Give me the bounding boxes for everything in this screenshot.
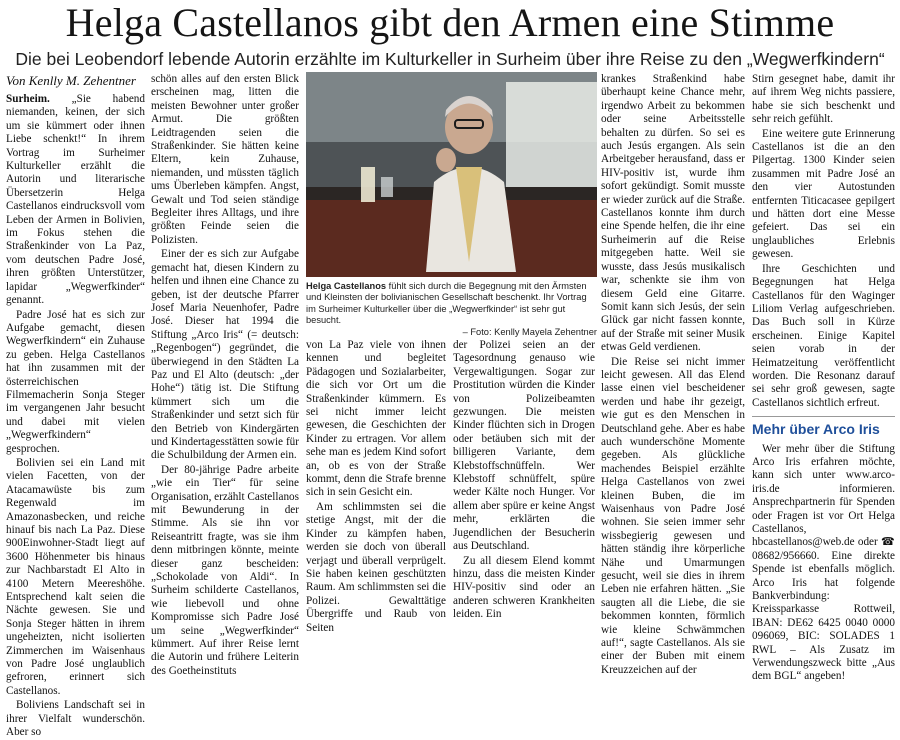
headline: Helga Castellanos gibt den Armen eine Stimme	[65, 0, 835, 45]
photo-illustration	[306, 72, 597, 277]
caption-text	[306, 281, 597, 327]
paragraph: krankes Straßenkind habe überhaupt keine Chance mehr, irgendwo Arbeit zu bekommen oder seine Arbeitsstelle behalten zu dürfen. So sei es auch Jesús ergangen. Als sein Arbeitgeber herausfand, dass er HIV-positiv ist, wurde ihm sofort gekündigt. Somit musste er wieder zurück auf die Straße. Castellanos konnte ihm durch eine Spende helfen, die ihr eine Surheimerin auf die Reise mitgegeben hatte. Weil sie wusste, dass Jesús musikalisch war, schenkte sie ihm von diesem Geld eine Gitarre. Somit kann sich Jesús, der sein Glück gar nicht fassen konnte, auf der Straße mit seiner Musik etwas Geld verdienen.	[601, 73, 745, 354]
paragraph: der Polizei seien an der Tagesordnung genauso wie Vergewaltigungen. Sogar zur Prostitution würden die Kinder von Polizeibeamten gezwungen. Die meisten Kinder flüchten sich in Drogen oder betäuben sich mit der billigeren Variante, dem Klebstoffschnüffeln. Wer Klebstoff schnüffelt, spüre weder Kälte noch Hunger. Vor allem aber spüre er keine Angst mehr, erklärten die Jugendlichen der Besucherin aus Deutschland.	[453, 339, 595, 553]
paragraph: Ihre Geschichten und Begegnungen hat Helga Castellanos für den Waginger Liliom Verlag aufgeschrieben. Das Buch soll in Kürze erscheinen. Einige Kapitel seien vorab in der Heimatzeitung veröffentlicht worden. Die Resonanz darauf sei sehr groß gewesen, sagte Castellanos sichtlich erfreut.	[752, 262, 895, 409]
paragraph: Am schlimmsten sei die stetige Angst, mit der die Kinder zu kämpfen haben, werden sie doch von überall verjagt und überall verprügelt. Sie haben keinen geschützten Raum. Am schlimmsten sei die Polizei. Gewalttätige Übergriffe und Raub von Seiten	[306, 500, 446, 634]
paragraph: Der 80-jährige Padre arbeite „wie ein Tier“ für seine Organisation, erzählt Castellanos mit Bewunderung in der Stimme. Als sie ihn vor Reiseantritt fragte, was sie ihm denn mitbringen könnte, meinte dieser ganz bescheiden: „Schokolade von Aldi“. In Surheim schilderte Castellanos, wie liebevoll und ohne Kompromisse sich Padre José um seine „Wegwerfkinder“ kümmert. Auf ihrer Reise lernt die Autorin und frühere Leiterin des Goetheinstituts	[151, 463, 299, 677]
caption-name: Helga Castellanos	[306, 281, 387, 291]
dateline: Surheim.	[6, 93, 50, 105]
article-column-3	[306, 339, 446, 634]
article-column-1	[6, 93, 145, 739]
paragraph: Boliviens Landschaft sei in ihrer Vielfalt wunderschön. Aber so	[6, 699, 145, 739]
caption-body: fühlt sich durch die Begegnung mit den Ärmsten und Kleinsten der bolivianischen Gesellschaft beschenkt. Ihr Vortrag im Surheimer Kulturkeller über die „Wegwerfkinder“ ist sehr gut besucht.	[306, 281, 587, 326]
paragraph: Padre José hat es sich zur Aufgabe gemacht, diesen Wegwerfkindern“ ein Zuhause zu geben. Helga Castellanos hat ihn zusammen mit der österreichischen Filmemacherin Sonja Steger im vergangenen Jahr besucht und dabei mit vielen „Wegwerfkindern“ gesprochen.	[6, 308, 145, 455]
paragraph: Die Reise sei nicht immer leicht gewesen. All das Elend lasse einen viel bescheidener werden und habe ihr gezeigt, wie gut es den Menschen in Deutschland gehe. Aber es habe auch wunderschöne Momente gegeben. Als glückliche machendes Beispiel erzählte Helga Castellanos von zwei kleinen Buben, die im Waisenhaus von Padre José wohnen. Sie seien immer sehr wissbegierig gewesen und hätten ständig ihre körperliche Nähe und Umarmungen gesucht, weil sie dies in ihrem Leben nie erfahren hätten. „Sie saugten all die Liebe, die sie bekommen konnten, förmlich wie kleine Schwämmchen auf!“, sagte Castellanos. Als sie einer der Buben mit einem Kreuzzeichen auf der	[601, 355, 745, 676]
info-box-text: Wer mehr über die Stiftung Arco Iris erfahren möchte, kann sich unter www.arco-iris.de informieren. Ansprechpartnerin für Spenden oder Fragen ist vor Ort Helga Castellanos, hbcastellanos@web.de oder ☎ 08682/956660. Eine direkte Spende ist ebenfalls möglich. Arco Iris hat folgende Bankverbindung: Kreissparkasse Rottweil, IBAN: DE62 6425 0040 0000 096069, BIC: SOLADES 1 RWL – Als Zusatz im Verwendungszweck bitte „Aus dem BGL“ angeben!	[752, 442, 895, 683]
paragraph-text: „Sie habend niemanden, keinen, der sich um sie kümmert oder ihnen Liebe schenkt!“ In ihrem Vortrag im Surheimer Kulturkeller erzählt die Autorin und literarische Übersetzerin Helga Castellanos eindrucksvoll vom Leben der Armen in Bolivien, im Fokus stehen die Straßenkinder von La Paz, vom deutschen Padre José, ihren größten Unterstützer, lapidar „Wegwerfkinder“ genannt.	[6, 93, 145, 307]
paragraph: schön alles auf den ersten Blick erscheinen mag, litten die meisten Bewohner unter großer Armut. Die größten Leidtragenden seien die Straßenkinder. Sie hätten keine Eltern, kein Zuhause, niemanden, und müssten täglich ums Überleben kämpfen. Angst, Gewalt und Tod seien ständige Begleiter ihres Alltags, und ihre größten Feinde seien die Polizisten.	[151, 73, 299, 246]
paragraph: von La Paz viele von ihnen kennen und begleitet Pädagogen und Sozialarbeiter, die sich vor Ort um die Straßenkinder kümmern. Es sei nicht immer leicht gewesen, die Geschichten der Kinder zu ertragen. Vor allem sehe man es jedem Kind sofort an, ob es von der Straße kommt, denn die Strafe brenne sich in sein Gesicht ein.	[306, 339, 446, 499]
article-column-6	[752, 73, 895, 683]
photo-caption	[306, 281, 597, 338]
paragraph: Einer der es sich zur Aufgabe gemacht hat, diesen Kindern zu helfen und ihnen eine Chance zu geben, ist der deutsche Pfarrer Josef Maria Neuenhofer, Padre José. Dieser hat 1994 die Stiftung „Arco Iris“ (= deutsch: „Regenbogen“) gegründet, die überwiegend in den Städten La Paz und El Alto (deutsch: „der Hohe“) tätig ist. Die Stiftung kümmert sich um die Straßenkinder und setzt sich für den Betrieb von Kindergärten und Kindertagesstätten sowie für die Schulbildung der Armen ein.	[151, 248, 299, 462]
paragraph: Stirn gesegnet habe, damit ihr auf ihrem Weg nichts passiere, habe sie sich beschenkt und sehr reich gefühlt.	[752, 73, 895, 126]
article-column-2	[151, 73, 299, 677]
paragraph: Eine weitere gute Erinnerung Castellanos ist die an den Pilgertag. 1300 Kinder seien zusammen mit Padre José an den vier Autostunden entfernten Titicacasee gepilgert und hätten dort eine Messe gefeiert. Das sei ein unglaubliches Erlebnis gewesen.	[752, 127, 895, 261]
subheadline: Die bei Leobendorf lebende Autorin erzählte im Kulturkeller in Surheim über ihre Reise zu den „Wegwerfkindern“	[15, 49, 885, 69]
paragraph: Bolivien sei ein Land mit vielen Facetten, von der Atacamawüste bis zum Regenwald im Amazonasbecken, und reiche hinauf bis nach La Paz. Diese 900Einwohner-Stadt liegt auf 3600 Höhenmeter bis hinaus zur Nachbarstadt El Alto in 4100 Metern Meereshöhe. Entsprechend kalt seien die Nächte gewesen. Sie und Sonja Steger hätten in ihrem ungeheizten, nicht isolierten Zimmerchen im Waisenhaus von Padre José unglaublich gefroren, erinnert sich Castellanos.	[6, 456, 145, 697]
article-photo	[306, 72, 597, 277]
article-column-5	[601, 73, 745, 676]
paragraph	[6, 93, 145, 308]
info-box-title: Mehr über Arco Iris	[752, 416, 895, 436]
paragraph: Zu all diesem Elend kommt hinzu, dass die meisten Kinder HIV-positiv sind oder an anderen schweren Krankheiten leiden. Ein	[453, 554, 595, 621]
photo-credit: – Foto: Kenlly Mayela Zehentner	[462, 326, 597, 337]
article-column-4	[453, 339, 595, 621]
byline: Von Kenlly M. Zehentner	[6, 73, 136, 88]
